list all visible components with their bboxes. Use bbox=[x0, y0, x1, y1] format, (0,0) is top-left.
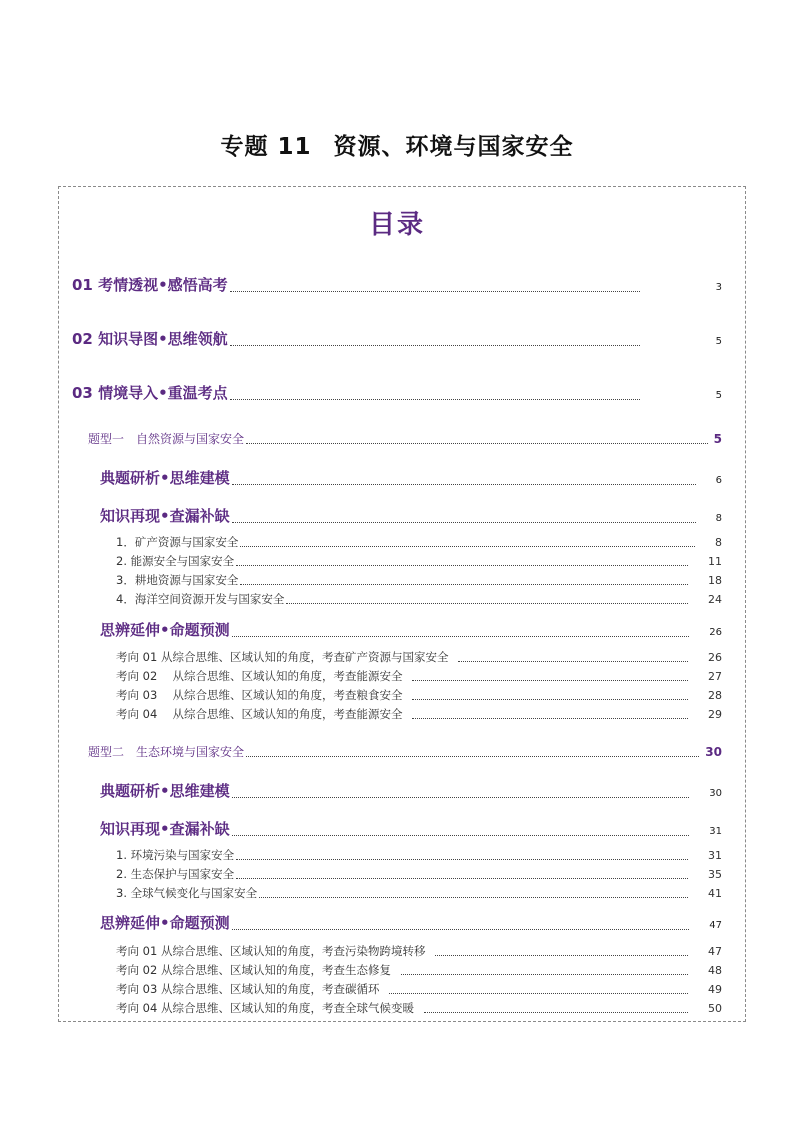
toc-type-1[interactable] bbox=[88, 430, 722, 447]
toc-direction[interactable] bbox=[116, 706, 722, 722]
dot-leader bbox=[412, 698, 688, 700]
toc-item[interactable] bbox=[116, 553, 722, 569]
toc-heading: 目录 bbox=[368, 210, 425, 240]
dot-leader bbox=[259, 896, 688, 898]
toc-page-number: 41 bbox=[708, 887, 722, 900]
toc-subheading-label: 思辨延伸•命题预测 bbox=[100, 621, 230, 639]
toc-direction[interactable] bbox=[116, 1000, 722, 1016]
dot-leader bbox=[412, 679, 688, 681]
toc-item-label: 2. 生态保护与国家安全 bbox=[116, 867, 235, 881]
dot-leader bbox=[236, 564, 688, 566]
toc-item[interactable] bbox=[116, 572, 722, 588]
dot-leader bbox=[246, 755, 699, 757]
toc-direction-label: 考向 01 从综合思维、区域认知的角度，考查矿产资源与国家安全 bbox=[116, 650, 449, 664]
dot-leader bbox=[246, 442, 708, 444]
toc-direction[interactable] bbox=[116, 687, 722, 703]
toc-direction-label: 考向 03 从综合思维、区域认知的角度，考查粮食安全 bbox=[116, 688, 403, 702]
dot-leader bbox=[286, 602, 688, 604]
toc-page-number: 30 bbox=[705, 745, 722, 759]
toc-page-number: 8 bbox=[715, 513, 722, 524]
dot-leader bbox=[232, 635, 690, 637]
toc-page-number: 6 bbox=[715, 475, 722, 486]
toc-item[interactable] bbox=[116, 885, 722, 901]
toc-item[interactable] bbox=[116, 534, 722, 550]
title-main: 资源、环境与国家安全 bbox=[333, 134, 574, 160]
dot-leader bbox=[401, 973, 688, 975]
toc-subheading-label: 典题研析•思维建模 bbox=[100, 469, 230, 487]
toc-section-3[interactable] bbox=[72, 382, 722, 403]
toc-page-number: 31 bbox=[708, 849, 722, 862]
toc-section-label: 03 情境导入•重温考点 bbox=[72, 384, 228, 402]
toc-page-number: 47 bbox=[709, 920, 722, 931]
toc-page-number: 27 bbox=[708, 670, 722, 683]
toc-item-label: 2. 能源安全与国家安全 bbox=[116, 554, 235, 568]
dot-leader bbox=[230, 290, 640, 292]
dot-leader bbox=[412, 717, 688, 719]
toc-type-label: 题型一 自然资源与国家安全 bbox=[88, 432, 245, 446]
toc-page-number: 50 bbox=[708, 1002, 722, 1015]
toc-direction[interactable] bbox=[116, 943, 722, 959]
toc-knowledge-2[interactable] bbox=[100, 818, 722, 839]
dot-leader bbox=[236, 858, 688, 860]
toc-page-number: 26 bbox=[708, 651, 722, 664]
dot-leader bbox=[230, 344, 640, 346]
toc-analysis-2[interactable] bbox=[100, 780, 722, 801]
toc-type-2[interactable] bbox=[88, 743, 722, 760]
toc-direction-label: 考向 04 从综合思维、区域认知的角度，考查能源安全 bbox=[116, 707, 403, 721]
toc-item[interactable] bbox=[116, 847, 722, 863]
toc-direction-label: 考向 03 从综合思维、区域认知的角度，考查碳循环 bbox=[116, 982, 380, 996]
toc-analysis-1[interactable] bbox=[100, 467, 722, 488]
toc-direction-label: 考向 01 从综合思维、区域认知的角度，考查污染物跨境转移 bbox=[116, 944, 426, 958]
toc-direction[interactable] bbox=[116, 668, 722, 684]
toc-page-number: 30 bbox=[709, 788, 722, 799]
toc-section-2[interactable] bbox=[72, 328, 722, 349]
toc-direction-label: 考向 02 从综合思维、区域认知的角度，考查能源安全 bbox=[116, 669, 403, 683]
toc-page-number: 11 bbox=[708, 555, 722, 568]
toc-page-number: 48 bbox=[708, 964, 722, 977]
toc-section-label: 02 知识导图•思维领航 bbox=[72, 330, 228, 348]
toc-page-number: 8 bbox=[715, 536, 722, 549]
dot-leader bbox=[232, 483, 696, 485]
toc-knowledge-1[interactable] bbox=[100, 505, 722, 526]
toc-item-label: 4．海洋空间资源开发与国家安全 bbox=[116, 592, 285, 606]
toc-subheading-label: 知识再现•查漏补缺 bbox=[100, 507, 230, 525]
toc-subheading-label: 知识再现•查漏补缺 bbox=[100, 820, 230, 838]
dot-leader bbox=[232, 928, 690, 930]
toc-item[interactable] bbox=[116, 866, 722, 882]
toc-direction[interactable] bbox=[116, 962, 722, 978]
toc-page-number: 5 bbox=[715, 390, 722, 401]
toc-page-number: 35 bbox=[708, 868, 722, 881]
dot-leader bbox=[240, 545, 695, 547]
toc-item-label: 3．耕地资源与国家安全 bbox=[116, 573, 239, 587]
dot-leader bbox=[230, 398, 640, 400]
toc-item[interactable] bbox=[116, 591, 722, 607]
dot-leader bbox=[232, 521, 696, 523]
toc-page-number: 18 bbox=[708, 574, 722, 587]
dot-leader bbox=[424, 1011, 688, 1013]
toc-subheading-label: 典题研析•思维建模 bbox=[100, 782, 230, 800]
toc-page-number: 24 bbox=[708, 593, 722, 606]
toc-item-label: 3. 全球气候变化与国家安全 bbox=[116, 886, 258, 900]
toc-item-label: 1．矿产资源与国家安全 bbox=[116, 535, 239, 549]
toc-direction[interactable] bbox=[116, 981, 722, 997]
toc-item-label: 1. 环境污染与国家安全 bbox=[116, 848, 235, 862]
toc-section-1[interactable] bbox=[72, 274, 722, 295]
toc-page-number: 49 bbox=[708, 983, 722, 996]
toc-direction-label: 考向 02 从综合思维、区域认知的角度，考查生态修复 bbox=[116, 963, 391, 977]
toc-extend-1[interactable] bbox=[100, 619, 722, 640]
toc-page-number: 29 bbox=[708, 708, 722, 721]
dot-leader bbox=[232, 834, 690, 836]
dot-leader bbox=[435, 954, 688, 956]
toc-page-number: 3 bbox=[715, 282, 722, 293]
dot-leader bbox=[236, 877, 688, 879]
toc-page-number: 5 bbox=[715, 336, 722, 347]
toc-page-number: 31 bbox=[709, 826, 722, 837]
toc-extend-2[interactable] bbox=[100, 912, 722, 933]
dot-leader bbox=[240, 583, 688, 585]
toc-section-label: 01 考情透视•感悟高考 bbox=[72, 276, 228, 294]
dot-leader bbox=[458, 660, 688, 662]
toc-page-number: 5 bbox=[713, 432, 722, 446]
toc-page-number: 47 bbox=[708, 945, 722, 958]
toc-page-number: 28 bbox=[708, 689, 722, 702]
title-prefix: 专题 11 bbox=[220, 134, 312, 160]
dot-leader bbox=[232, 796, 690, 798]
toc-direction[interactable] bbox=[116, 649, 722, 665]
toc-type-label: 题型二 生态环境与国家安全 bbox=[88, 745, 245, 759]
toc-page-number: 26 bbox=[709, 627, 722, 638]
toc-direction-label: 考向 04 从综合思维、区域认知的角度，考查全球气候变暖 bbox=[116, 1001, 414, 1015]
document-title bbox=[0, 128, 794, 161]
toc-subheading-label: 思辨延伸•命题预测 bbox=[100, 914, 230, 932]
dot-leader bbox=[389, 992, 688, 994]
